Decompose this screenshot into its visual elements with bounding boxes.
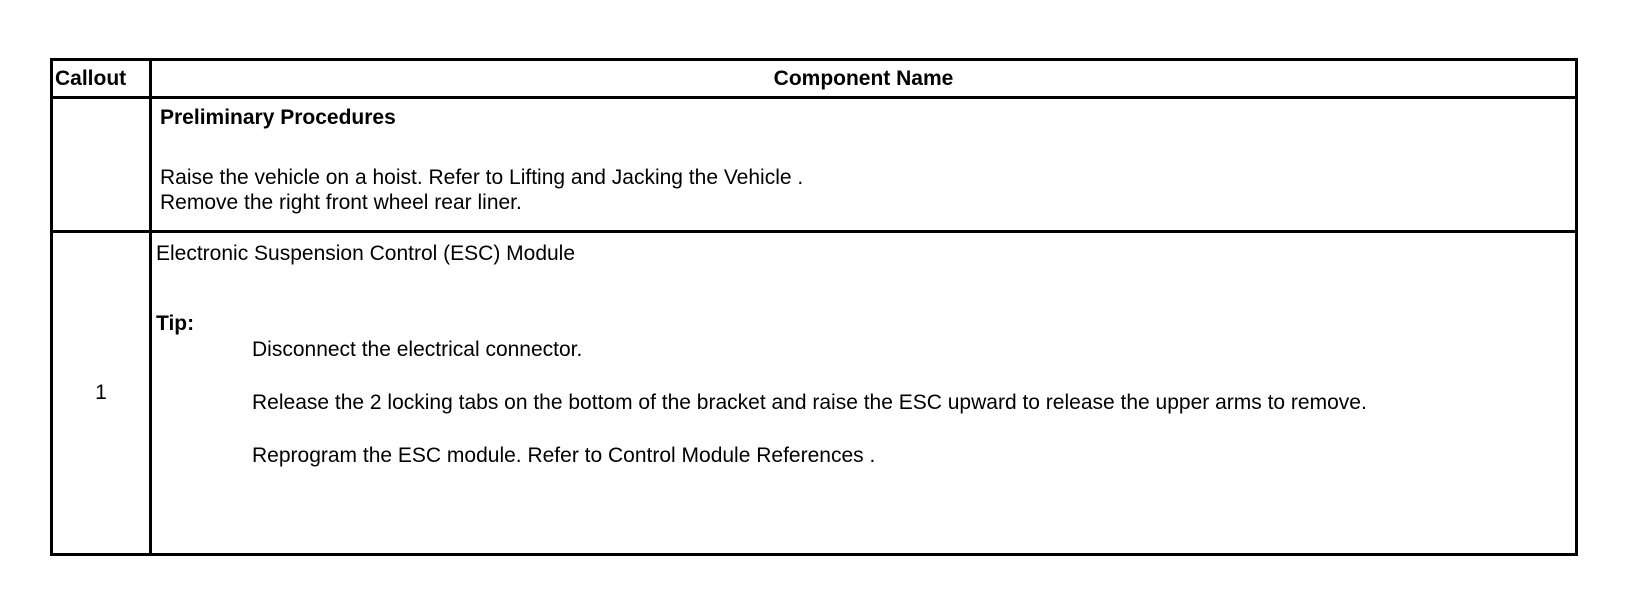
preliminary-step: Remove the right front wheel rear liner. (160, 191, 522, 214)
component-step-cell (151, 232, 1577, 555)
callout-number: 1 (52, 232, 151, 555)
component-title: Electronic Suspension Control (ESC) Module (156, 242, 576, 265)
component-name-header: Component Name (151, 60, 1577, 98)
preliminary-procedures-title: Preliminary Procedures (160, 106, 396, 129)
table-row (52, 98, 1577, 232)
procedure-table (50, 58, 1578, 556)
table-row (52, 232, 1577, 555)
step-instruction: Release the 2 locking tabs on the bottom of the bracket and raise the ESC upward to release the upper arms to remove. (252, 391, 1367, 414)
preliminary-procedures-cell (151, 98, 1577, 232)
preliminary-step: Raise the vehicle on a hoist. Refer to Lifting and Jacking the Vehicle . (160, 166, 804, 189)
step-instruction: Reprogram the ESC module. Refer to Control Module References . (252, 444, 876, 467)
tip-label: Tip: (156, 312, 195, 335)
callout-header: Callout (52, 60, 151, 98)
table-header-row (52, 60, 1577, 98)
callout-cell (52, 98, 151, 232)
step-instruction: Disconnect the electrical connector. (252, 338, 583, 361)
